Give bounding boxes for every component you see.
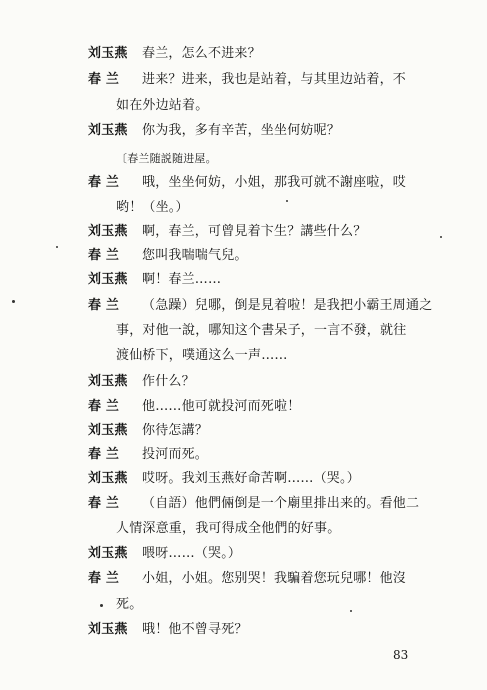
- speaker-name: 春 兰: [88, 175, 120, 190]
- dialogue-text: 投河而死。: [142, 447, 209, 462]
- dialogue-continuation: 事，对他一說，哪知这个書呆子，一言不發，就往: [116, 323, 407, 338]
- speaker-name: 刘玉燕: [88, 46, 128, 61]
- speaker-name: 刘玉燕: [88, 471, 128, 486]
- dialogue-text: 哦，坐坐何妨，小姐，那我可就不謝座啦，哎: [142, 175, 407, 190]
- speaker-name: 刘玉燕: [88, 546, 128, 561]
- dialogue-text: 春兰，怎么不进来？: [142, 46, 261, 61]
- dialogue-text: 啊！春兰……: [142, 272, 222, 287]
- dialogue-text: 你为我，多有辛苦，坐坐何妨呢？: [142, 123, 341, 138]
- scan-speck: [350, 610, 352, 612]
- speaker-name: 刘玉燕: [88, 622, 128, 637]
- dialogue-text: 作什么？: [142, 374, 195, 389]
- scan-speck: [100, 604, 103, 607]
- speaker-name: 刘玉燕: [88, 123, 128, 138]
- dialogue-continuation: 哟！（坐。）: [116, 200, 189, 215]
- speaker-name: 春 兰: [88, 399, 120, 414]
- dialogue-text: （急躁）兒哪，倒是見着啦！是我把小霸王周通之: [142, 298, 433, 313]
- dialogue-text: 小姐，小姐。您别哭！我騙着您玩兒哪！他沒: [142, 571, 407, 586]
- speaker-name: 春 兰: [88, 248, 120, 263]
- speaker-name: 刘玉燕: [88, 374, 128, 389]
- speaker-name: 春 兰: [88, 496, 120, 511]
- dialogue-text: 哦！他不曾寻死？: [142, 622, 248, 637]
- scan-speck: [286, 200, 288, 202]
- speaker-name: 刘玉燕: [88, 272, 128, 287]
- scan-speck: [12, 300, 15, 303]
- dialogue-continuation: 死。: [116, 597, 143, 612]
- dialogue-continuation: 渡仙桥下，噗通这么一声……: [116, 348, 288, 363]
- speaker-name: 春 兰: [88, 447, 120, 462]
- dialogue-text: （自語）他們倆倒是一个廟里排出来的。看他二: [142, 496, 420, 511]
- speaker-name: 刘玉燕: [88, 224, 128, 239]
- scan-speck: [56, 246, 58, 248]
- speaker-name: 刘玉燕: [88, 423, 128, 438]
- dialogue-text: 他……他可就投河而死啦！: [142, 399, 301, 414]
- dialogue-continuation: 如在外边站着。: [116, 98, 209, 113]
- speaker-name: 春 兰: [88, 72, 120, 87]
- scan-speck: [440, 236, 442, 238]
- dialogue-text: 你待怎講？: [142, 423, 209, 438]
- speaker-name: 春 兰: [88, 298, 120, 313]
- dialogue-text: 哎呀。我刘玉燕好命苦啊……（哭。）: [142, 471, 360, 486]
- dialogue-text: 啊，春兰，可曾見着卞生？講些什么？: [142, 224, 367, 239]
- speaker-name: 春 兰: [88, 571, 120, 586]
- dialogue-text: 您叫我喘喘气兒。: [142, 248, 248, 263]
- dialogue-continuation: 人情深意重，我可得成全他們的好事。: [116, 521, 341, 536]
- dialogue-text: 进来？进来，我也是站着，与其里边站着，不: [142, 72, 407, 87]
- page-number: 83: [393, 648, 409, 662]
- dialogue-text: 喂呀……（哭。）: [142, 546, 242, 561]
- stage-direction-text: 〔春兰随説随进屋。: [116, 152, 217, 165]
